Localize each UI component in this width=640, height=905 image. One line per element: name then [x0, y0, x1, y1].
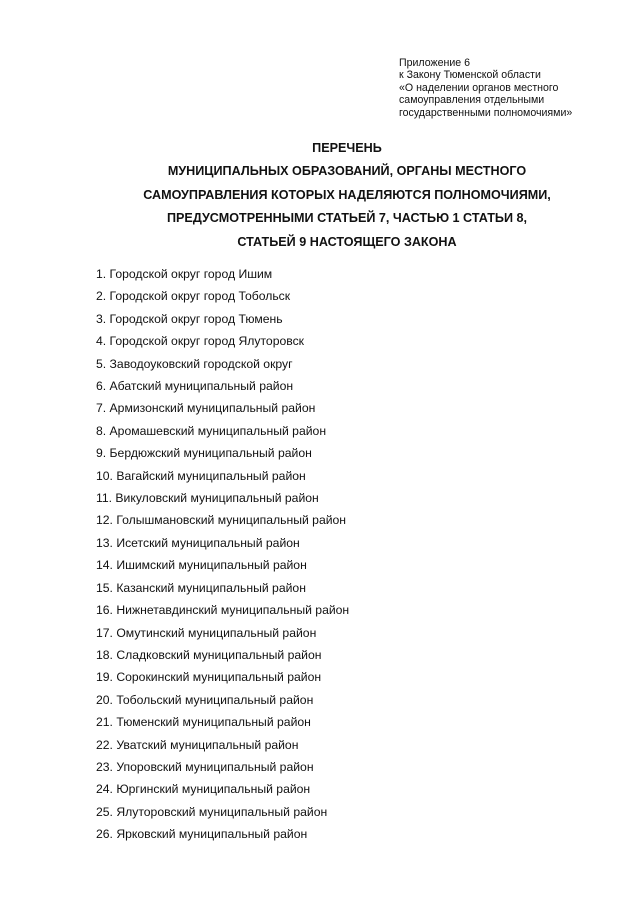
appendix-line: государственными полномочиями» — [399, 106, 573, 119]
document-title — [60, 137, 634, 254]
list-item: 22. Уватский муниципальный район — [96, 737, 299, 752]
list-item: 23. Упоровский муниципальный район — [96, 759, 314, 774]
list-item: 18. Сладковский муниципальный район — [96, 647, 322, 662]
list-item: 25. Ялуторовский муниципальный район — [96, 804, 328, 819]
municipality-list — [96, 263, 349, 846]
list-item: 2. Городской округ город Тобольск — [96, 289, 291, 304]
appendix-line: к Закону Тюменской области — [399, 69, 541, 82]
appendix-line: «О наделении органов местного — [399, 81, 559, 94]
list-item: 14. Ишимский муниципальный район — [96, 558, 307, 573]
list-item: 3. Городской округ город Тюмень — [96, 311, 283, 326]
list-item: 12. Голышмановский муниципальный район — [96, 513, 347, 528]
appendix-header — [399, 57, 629, 119]
list-item: 20. Тобольский муниципальный район — [96, 692, 314, 707]
appendix-line: Приложение 6 — [399, 57, 470, 69]
list-item: 10. Вагайский муниципальный район — [96, 468, 306, 483]
list-item: 17. Омутинский муниципальный район — [96, 625, 317, 640]
list-item: 11. Викуловский муниципальный район — [96, 491, 319, 506]
list-item: 5. Заводоуковский городской округ — [96, 356, 293, 371]
list-item: 21. Тюменский муниципальный район — [96, 715, 311, 730]
list-item: 24. Юргинский муниципальный район — [96, 782, 311, 797]
list-item: 13. Исетский муниципальный район — [96, 535, 300, 550]
list-item: 8. Аромашевский муниципальный район — [96, 423, 327, 438]
list-item: 7. Армизонский муниципальный район — [96, 401, 316, 416]
list-item: 15. Казанский муниципальный район — [96, 580, 306, 595]
list-item: 6. Абатский муниципальный район — [96, 379, 294, 394]
title-line: ПРЕДУСМОТРЕННЫМИ СТАТЬЕЙ 7, ЧАСТЬЮ 1 СТАТЬИ 8, — [166, 211, 527, 226]
list-item: 16. Нижнетавдинский муниципальный район — [96, 603, 350, 618]
list-item: 9. Бердюжский муниципальный район — [96, 446, 312, 461]
title-line: САМОУПРАВЛЕНИЯ КОТОРЫХ НАДЕЛЯЮТСЯ ПОЛНОМОЧИЯМИ, — [143, 187, 551, 202]
title-line: СТАТЬЕЙ 9 НАСТОЯЩЕГО ЗАКОНА — [237, 234, 457, 249]
list-item: 19. Сорокинский муниципальный район — [96, 670, 322, 685]
title-line: МУНИЦИПАЛЬНЫХ ОБРАЗОВАНИЙ, ОРГАНЫ МЕСТНОГО — [167, 164, 527, 179]
title-line: ПЕРЕЧЕНЬ — [312, 141, 382, 155]
list-item: 4. Городской округ город Ялуторовск — [96, 334, 305, 349]
list-item: 1. Городской округ город Ишим — [96, 267, 273, 281]
list-item: 26. Ярковский муниципальный район — [96, 827, 308, 842]
appendix-line: самоуправления отдельными — [399, 94, 545, 107]
